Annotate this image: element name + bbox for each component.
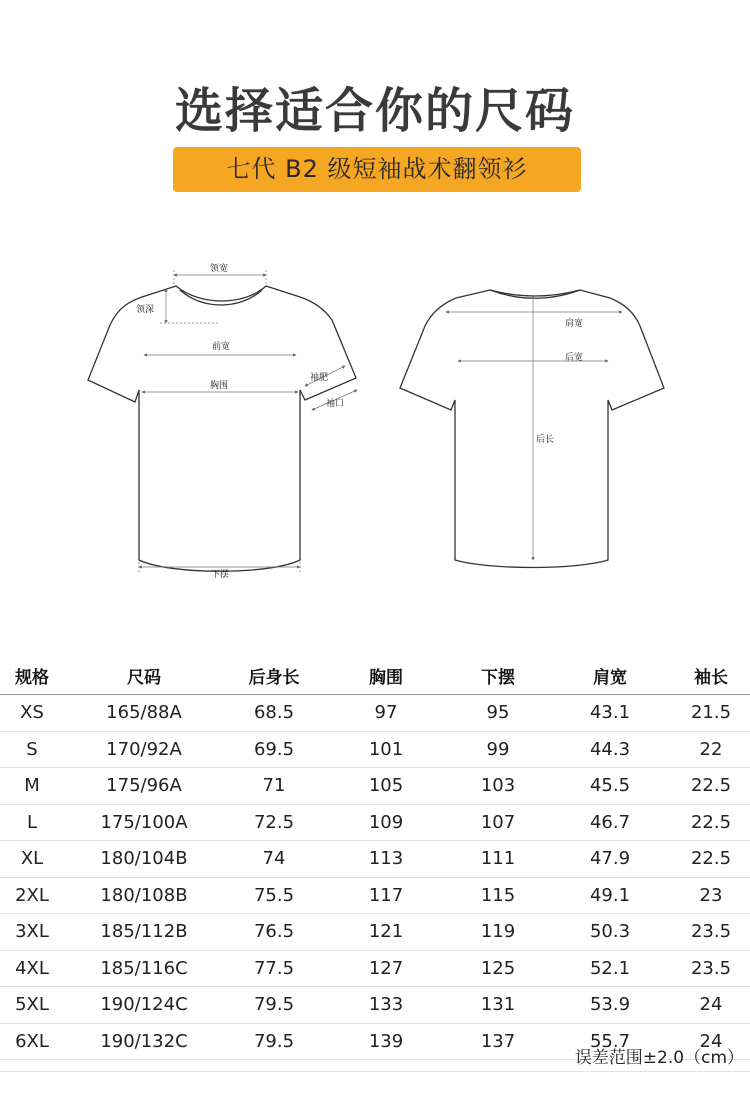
table-row bbox=[0, 841, 750, 878]
cell-chest: 97 bbox=[324, 695, 448, 732]
cell-back-length: 79.5 bbox=[224, 987, 324, 1024]
cell-spec: XS bbox=[0, 695, 64, 732]
cell-shoulder: 50.3 bbox=[548, 914, 672, 951]
label-chest: 胸围 bbox=[210, 381, 229, 391]
table-row bbox=[0, 987, 750, 1024]
header-size: 尺码 bbox=[64, 656, 224, 695]
cell-sleeve-length: 24 bbox=[672, 987, 750, 1024]
measurement-diagram bbox=[0, 240, 750, 585]
label-neck-width: 领宽 bbox=[210, 264, 229, 274]
cell-back-length: 74 bbox=[224, 841, 324, 878]
cell-spec: M bbox=[0, 768, 64, 805]
cell-hem: 119 bbox=[448, 914, 548, 951]
table-row bbox=[0, 731, 750, 768]
cell-sleeve-length: 21.5 bbox=[672, 695, 750, 732]
cell-chest: 101 bbox=[324, 731, 448, 768]
cell-chest: 139 bbox=[324, 1023, 448, 1060]
cell-sleeve-length: 22 bbox=[672, 731, 750, 768]
cell-hem: 115 bbox=[448, 877, 548, 914]
cell-sleeve-length: 23.5 bbox=[672, 950, 750, 987]
cell-chest: 117 bbox=[324, 877, 448, 914]
tolerance-note: 误差范围±2.0（cm） bbox=[574, 1048, 744, 1068]
front-shirt-outline bbox=[88, 286, 356, 571]
cell-hem: 99 bbox=[448, 731, 548, 768]
size-chart-table bbox=[0, 656, 750, 1060]
cell-hem: 111 bbox=[448, 841, 548, 878]
cell-size: 180/104B bbox=[64, 841, 224, 878]
cell-sleeve-length: 22.5 bbox=[672, 841, 750, 878]
cell-back-length: 72.5 bbox=[224, 804, 324, 841]
cell-spec: 3XL bbox=[0, 914, 64, 951]
cell-back-length: 79.5 bbox=[224, 1023, 324, 1060]
cell-size: 185/116C bbox=[64, 950, 224, 987]
cell-spec: 5XL bbox=[0, 987, 64, 1024]
cell-back-length: 68.5 bbox=[224, 695, 324, 732]
cell-shoulder: 49.1 bbox=[548, 877, 672, 914]
table-row bbox=[0, 914, 750, 951]
label-back-width: 后宽 bbox=[565, 353, 584, 363]
cell-shoulder: 53.9 bbox=[548, 987, 672, 1024]
cell-chest: 113 bbox=[324, 841, 448, 878]
cell-size: 175/100A bbox=[64, 804, 224, 841]
cell-spec: XL bbox=[0, 841, 64, 878]
cell-hem: 125 bbox=[448, 950, 548, 987]
label-back-length: 后长 bbox=[536, 435, 555, 445]
cell-spec: 2XL bbox=[0, 877, 64, 914]
cell-chest: 121 bbox=[324, 914, 448, 951]
cell-back-length: 75.5 bbox=[224, 877, 324, 914]
header-spec: 规格 bbox=[0, 656, 64, 695]
cell-size: 180/108B bbox=[64, 877, 224, 914]
cell-spec: S bbox=[0, 731, 64, 768]
cell-hem: 95 bbox=[448, 695, 548, 732]
cell-sleeve-length: 23.5 bbox=[672, 914, 750, 951]
cell-sleeve-length: 22.5 bbox=[672, 768, 750, 805]
label-shoulder: 肩宽 bbox=[565, 319, 584, 329]
cell-hem: 103 bbox=[448, 768, 548, 805]
table-row bbox=[0, 804, 750, 841]
cell-shoulder: 44.3 bbox=[548, 731, 672, 768]
cell-hem: 131 bbox=[448, 987, 548, 1024]
cell-chest: 105 bbox=[324, 768, 448, 805]
header-sleeve-length: 袖长 bbox=[672, 656, 750, 695]
table-row bbox=[0, 950, 750, 987]
cell-back-length: 77.5 bbox=[224, 950, 324, 987]
cell-shoulder: 47.9 bbox=[548, 841, 672, 878]
cell-shoulder: 43.1 bbox=[548, 695, 672, 732]
cell-shoulder: 46.7 bbox=[548, 804, 672, 841]
label-cuff: 袖口 bbox=[326, 399, 345, 409]
cell-sleeve-length: 22.5 bbox=[672, 804, 750, 841]
label-neck-depth: 领深 bbox=[136, 305, 155, 315]
label-hem: 下摆 bbox=[211, 570, 230, 580]
cell-spec: 4XL bbox=[0, 950, 64, 987]
table-header-row bbox=[0, 656, 750, 695]
cell-size: 170/92A bbox=[64, 731, 224, 768]
cell-chest: 133 bbox=[324, 987, 448, 1024]
table-row bbox=[0, 768, 750, 805]
cell-back-length: 69.5 bbox=[224, 731, 324, 768]
cell-chest: 109 bbox=[324, 804, 448, 841]
table-row bbox=[0, 695, 750, 732]
header-back-length: 后身长 bbox=[224, 656, 324, 695]
cell-shoulder: 52.1 bbox=[548, 950, 672, 987]
cell-size: 190/132C bbox=[64, 1023, 224, 1060]
divider bbox=[0, 1071, 750, 1072]
label-sleeve-width: 袖肥 bbox=[310, 373, 329, 383]
cell-spec: L bbox=[0, 804, 64, 841]
cell-size: 185/112B bbox=[64, 914, 224, 951]
cell-size: 165/88A bbox=[64, 695, 224, 732]
cell-size: 190/124C bbox=[64, 987, 224, 1024]
table-row bbox=[0, 877, 750, 914]
cell-sleeve-length: 23 bbox=[672, 877, 750, 914]
cell-shoulder: 45.5 bbox=[548, 768, 672, 805]
page-title: 选择适合你的尺码 bbox=[174, 83, 575, 139]
header-shoulder: 肩宽 bbox=[548, 656, 672, 695]
cell-shoulder: 55.7 bbox=[548, 1023, 672, 1060]
cell-sleeve-length: 24 bbox=[672, 1023, 750, 1060]
cell-size: 175/96A bbox=[64, 768, 224, 805]
header-hem: 下摆 bbox=[448, 656, 548, 695]
cell-hem: 107 bbox=[448, 804, 548, 841]
cell-chest: 127 bbox=[324, 950, 448, 987]
cell-back-length: 76.5 bbox=[224, 914, 324, 951]
cell-hem: 137 bbox=[448, 1023, 548, 1060]
label-front-width: 前宽 bbox=[212, 342, 231, 352]
product-name-banner: 七代 B2 级短袖战术翻领衫 bbox=[173, 147, 581, 192]
cell-back-length: 71 bbox=[224, 768, 324, 805]
back-shirt-outline bbox=[400, 290, 664, 568]
cell-spec: 6XL bbox=[0, 1023, 64, 1060]
header-chest: 胸围 bbox=[324, 656, 448, 695]
